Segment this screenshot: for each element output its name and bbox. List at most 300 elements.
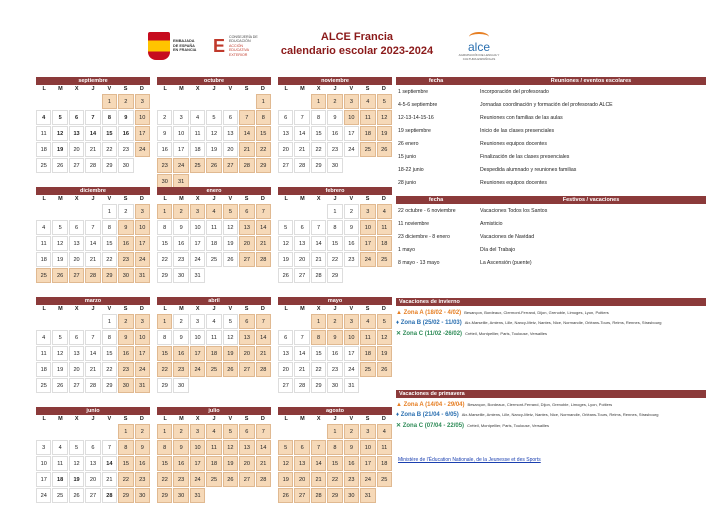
day-cell: 5 — [278, 220, 293, 235]
day-cell: 16 — [135, 456, 150, 471]
weekday-label: J — [91, 416, 95, 422]
day-cell: 31 — [344, 378, 359, 393]
day-cell: 1 — [311, 314, 326, 329]
day-cell: 30 — [118, 268, 133, 283]
weekday-label: L — [42, 86, 46, 92]
weekday-label: D — [260, 196, 265, 202]
header — [0, 26, 720, 70]
weekday-label: L — [284, 86, 288, 92]
day-cell: 8 — [311, 330, 326, 345]
weekday-label: J — [333, 86, 337, 92]
weekday-label: V — [349, 196, 354, 202]
day-cell: 13 — [69, 346, 84, 361]
day-cell: 27 — [239, 472, 254, 487]
day-cell: 15 — [102, 236, 117, 251]
day-cell: 1 — [311, 94, 326, 109]
day-cell: 14 — [239, 126, 254, 141]
day-cell: 4 — [360, 94, 375, 109]
weekday-label: X — [195, 196, 200, 202]
day-cell: 22 — [157, 362, 172, 377]
day-cell: 25 — [206, 472, 221, 487]
edu-logo-line: ACCIÓN — [229, 43, 243, 48]
day-cell: 9 — [173, 330, 188, 345]
day-cell: 26 — [52, 268, 67, 283]
day-cell: 29 — [102, 378, 117, 393]
day-cell: 20 — [239, 456, 254, 471]
day-cell: 19 — [278, 472, 293, 487]
empty-cell — [173, 94, 188, 109]
empty-cell — [278, 94, 293, 109]
day-cell: 4 — [36, 330, 51, 345]
day-cell: 12 — [223, 220, 238, 235]
table-row — [396, 176, 706, 189]
row-description: Despedida alumnado y reuniones familias — [480, 166, 577, 173]
zone-row — [396, 402, 706, 408]
weekday-row — [157, 415, 271, 424]
day-cell: 25 — [190, 158, 205, 173]
day-cell: 10 — [190, 330, 205, 345]
day-cell: 5 — [52, 220, 67, 235]
day-cell: 8 — [102, 220, 117, 235]
day-cell: 21 — [256, 236, 271, 251]
day-cell: 3 — [135, 204, 150, 219]
day-cell: 27 — [69, 378, 84, 393]
row-description: Incorporación del profesorado — [480, 88, 549, 95]
weekday-label: D — [381, 196, 386, 202]
weekday-label: M — [300, 306, 305, 312]
weekday-label: D — [260, 416, 265, 422]
col-reuniones: Reuniones / eventos escolares — [550, 78, 632, 84]
empty-cell — [311, 424, 326, 439]
day-cell: 15 — [157, 346, 172, 361]
day-cell: 8 — [102, 110, 117, 125]
day-cell: 14 — [294, 126, 309, 141]
weekday-label: J — [212, 86, 216, 92]
day-cell: 11 — [360, 330, 375, 345]
day-cell: 8 — [102, 330, 117, 345]
day-cell: 21 — [294, 142, 309, 157]
weekday-label: X — [195, 86, 200, 92]
weekday-row — [157, 85, 271, 94]
day-cell: 24 — [190, 472, 205, 487]
empty-cell — [69, 424, 84, 439]
day-cell: 7 — [294, 330, 309, 345]
row-date: 4-5-6 septiembre — [398, 101, 438, 108]
day-cell: 26 — [278, 268, 293, 283]
table-header — [396, 77, 706, 85]
edu-logo-line: CONSEJERÍA DE EDUCACIÓN — [229, 35, 258, 44]
day-cell: 22 — [157, 252, 172, 267]
day-cell: 5 — [206, 110, 221, 125]
day-cell: 13 — [294, 236, 309, 251]
weekday-label: X — [316, 416, 321, 422]
day-cell: 10 — [190, 220, 205, 235]
section-title: Vacaciones de invierno — [396, 298, 706, 306]
day-cell: 8 — [327, 220, 342, 235]
day-cell: 21 — [239, 142, 254, 157]
day-cell: 30 — [173, 378, 188, 393]
weekday-label: L — [163, 306, 167, 312]
day-cell: 28 — [256, 252, 271, 267]
day-cell: 25 — [206, 362, 221, 377]
table-row — [396, 230, 706, 243]
day-cell: 17 — [360, 456, 375, 471]
day-cell: 23 — [327, 362, 342, 377]
day-cell: 10 — [135, 330, 150, 345]
day-cell: 8 — [327, 440, 342, 455]
weekday-label: S — [365, 86, 370, 92]
month-header: diciembre — [36, 187, 150, 195]
row-date: 19 septiembre — [398, 127, 431, 134]
weekday-label: D — [260, 306, 265, 312]
day-cell: 30 — [118, 378, 133, 393]
edu-logo-line: EXTERIOR — [229, 52, 248, 57]
day-cell: 20 — [69, 362, 84, 377]
empty-cell — [36, 424, 51, 439]
day-cell: 25 — [360, 362, 375, 377]
weekday-label: X — [74, 196, 79, 202]
day-cell: 4 — [36, 220, 51, 235]
row-description: Finalización de las clases presenciales — [480, 153, 570, 160]
day-cell: 27 — [239, 252, 254, 267]
empty-cell — [52, 204, 67, 219]
month-abril — [157, 297, 271, 393]
consejeria-logo — [213, 32, 271, 60]
day-cell: 29 — [157, 268, 172, 283]
zone-row — [396, 310, 706, 316]
day-cell: 25 — [377, 252, 392, 267]
day-cell: 23 — [173, 472, 188, 487]
weekday-label: X — [316, 306, 321, 312]
empty-cell — [294, 94, 309, 109]
weekday-row — [36, 85, 150, 94]
month-header: junio — [36, 407, 150, 415]
day-cell: 13 — [294, 456, 309, 471]
row-date: 12-13-14-15-16 — [398, 114, 434, 121]
month-header: noviembre — [278, 77, 392, 85]
row-description: Jornadas coordinación y formación del profesorado ALCE — [480, 101, 613, 108]
day-cell: 7 — [311, 220, 326, 235]
weekday-label: S — [123, 306, 128, 312]
day-cell: 30 — [344, 488, 359, 503]
empty-cell — [85, 424, 100, 439]
day-cell: 25 — [360, 142, 375, 157]
day-cell: 15 — [327, 456, 342, 471]
day-cell: 5 — [69, 440, 84, 455]
day-cell: 28 — [85, 268, 100, 283]
day-cell: 1 — [102, 204, 117, 219]
day-cell: 2 — [118, 94, 133, 109]
table-row — [396, 163, 706, 176]
day-cell: 16 — [157, 142, 172, 157]
weekday-label: V — [349, 416, 354, 422]
day-cell: 26 — [69, 488, 84, 503]
month-enero — [157, 187, 271, 283]
day-cell: 12 — [206, 126, 221, 141]
day-cell: 28 — [311, 268, 326, 283]
weekday-label: X — [74, 306, 79, 312]
day-cell: 6 — [294, 220, 309, 235]
empty-cell — [102, 424, 117, 439]
day-cell: 3 — [344, 314, 359, 329]
day-cell: 27 — [278, 158, 293, 173]
day-cell: 13 — [239, 220, 254, 235]
weekday-label: L — [284, 196, 288, 202]
table-row — [396, 124, 706, 137]
weekday-label: M — [300, 196, 305, 202]
day-cell: 17 — [135, 236, 150, 251]
day-cell: 14 — [85, 126, 100, 141]
day-cell: 10 — [190, 440, 205, 455]
day-cell: 4 — [377, 204, 392, 219]
day-cell: 17 — [36, 472, 51, 487]
day-cell: 12 — [223, 330, 238, 345]
weekday-label: M — [179, 196, 184, 202]
month-septiembre — [36, 77, 150, 173]
day-cell: 28 — [239, 158, 254, 173]
day-cell: 11 — [206, 440, 221, 455]
day-cell: 6 — [278, 330, 293, 345]
zone-cities: Besançon, Bordeaux, Clermont-Ferrand, Dijon, Grenoble, Limoges, Lyon, Poitiers — [464, 310, 609, 315]
day-cell: 18 — [206, 456, 221, 471]
month-header: septiembre — [36, 77, 150, 85]
day-cell: 6 — [69, 110, 84, 125]
day-cell: 2 — [344, 424, 359, 439]
day-cell: 29 — [327, 268, 342, 283]
day-cell: 3 — [135, 94, 150, 109]
day-cell: 5 — [278, 440, 293, 455]
weekday-label: D — [381, 86, 386, 92]
table-row — [396, 204, 706, 217]
day-cell: 18 — [206, 236, 221, 251]
day-cell: 24 — [190, 362, 205, 377]
day-cell: 5 — [52, 330, 67, 345]
day-cell: 7 — [85, 110, 100, 125]
day-cell: 7 — [294, 110, 309, 125]
day-cell: 20 — [278, 142, 293, 157]
day-cell: 10 — [344, 110, 359, 125]
day-cell: 24 — [360, 472, 375, 487]
day-cell: 13 — [223, 126, 238, 141]
day-cell: 19 — [69, 472, 84, 487]
weekday-label: V — [228, 86, 233, 92]
weekday-label: D — [139, 306, 144, 312]
alce-logo-subtitle: AGRUPACIÓN DE LENGUA Y CULTURA ESPAÑOLAS — [458, 53, 500, 61]
row-description: Armisticio — [480, 220, 503, 227]
day-cell: 11 — [377, 440, 392, 455]
day-cell: 24 — [360, 252, 375, 267]
table-header — [396, 196, 706, 204]
day-cell: 31 — [135, 268, 150, 283]
day-cell: 6 — [239, 314, 254, 329]
day-cell: 9 — [118, 220, 133, 235]
reuniones-table — [396, 77, 706, 189]
empty-cell — [239, 94, 254, 109]
day-cell: 6 — [85, 440, 100, 455]
gov-logo-line: EMBAJADA — [173, 39, 195, 44]
day-cell: 11 — [206, 330, 221, 345]
day-cell: 18 — [190, 142, 205, 157]
month-mayo — [278, 297, 392, 393]
day-cell: 14 — [256, 330, 271, 345]
weekday-label: L — [284, 306, 288, 312]
day-cell: 15 — [327, 236, 342, 251]
col-festivos: Festivos / vacaciones — [562, 197, 620, 203]
day-cell: 15 — [256, 126, 271, 141]
day-cell: 22 — [102, 142, 117, 157]
month-diciembre — [36, 187, 150, 283]
day-cell: 7 — [256, 424, 271, 439]
day-cell: 29 — [102, 268, 117, 283]
row-description: Reuniones equipos docentes — [480, 179, 547, 186]
day-cell: 31 — [190, 268, 205, 283]
table-row — [396, 217, 706, 230]
day-cell: 2 — [157, 110, 172, 125]
day-cell: 15 — [311, 346, 326, 361]
weekday-label: X — [74, 416, 79, 422]
day-cell: 19 — [52, 252, 67, 267]
day-cell: 14 — [311, 456, 326, 471]
day-cell: 9 — [118, 110, 133, 125]
day-cell: 7 — [85, 220, 100, 235]
day-cell: 2 — [327, 314, 342, 329]
day-cell: 8 — [118, 440, 133, 455]
day-cell: 5 — [377, 314, 392, 329]
day-cell: 12 — [52, 236, 67, 251]
day-cell: 11 — [360, 110, 375, 125]
day-cell: 24 — [135, 252, 150, 267]
day-cell: 3 — [173, 110, 188, 125]
empty-cell — [85, 204, 100, 219]
day-cell: 17 — [173, 142, 188, 157]
day-cell: 14 — [311, 236, 326, 251]
day-cell: 30 — [173, 488, 188, 503]
weekday-label: L — [163, 416, 167, 422]
weekday-label: J — [91, 86, 95, 92]
day-cell: 20 — [85, 472, 100, 487]
day-cell: 24 — [344, 362, 359, 377]
day-cell: 31 — [173, 174, 188, 189]
weekday-row — [278, 305, 392, 314]
day-cell: 26 — [278, 488, 293, 503]
empty-cell — [36, 314, 51, 329]
month-header: abril — [157, 297, 271, 305]
ministry-link[interactable]: Ministère de l'Éducation Nationale, de la Jeunesse et des Sports — [398, 457, 541, 463]
zone-label: ▲ Zona A (14/04 - 29/04) — [396, 402, 465, 408]
weekday-label: M — [58, 416, 63, 422]
weekday-label: M — [300, 416, 305, 422]
day-cell: 16 — [327, 126, 342, 141]
day-cell: 24 — [135, 142, 150, 157]
day-cell: 15 — [157, 236, 172, 251]
day-cell: 16 — [118, 126, 133, 141]
zone-row — [396, 412, 706, 418]
col-fecha: fecha — [428, 197, 444, 203]
gov-logo-line: DE ESPAÑA — [173, 43, 195, 48]
weekday-label: D — [381, 416, 386, 422]
day-cell: 13 — [239, 440, 254, 455]
day-cell: 3 — [135, 314, 150, 329]
day-cell: 7 — [256, 204, 271, 219]
day-cell: 18 — [206, 346, 221, 361]
day-cell: 25 — [377, 472, 392, 487]
day-cell: 9 — [135, 440, 150, 455]
weekday-row — [36, 305, 150, 314]
day-cell: 4 — [377, 424, 392, 439]
title-line-2: calendario escolar 2023-2024 — [280, 45, 434, 57]
day-cell: 12 — [223, 440, 238, 455]
day-cell: 7 — [256, 314, 271, 329]
day-cell: 19 — [223, 236, 238, 251]
empty-cell — [294, 204, 309, 219]
empty-cell — [294, 424, 309, 439]
weekday-label: M — [300, 86, 305, 92]
day-cell: 23 — [173, 362, 188, 377]
weekday-label: X — [316, 86, 321, 92]
day-cell: 3 — [344, 94, 359, 109]
col-fecha: fecha — [428, 78, 444, 84]
day-cell: 6 — [69, 220, 84, 235]
day-cell: 9 — [327, 330, 342, 345]
row-date: 23 diciembre - 8 enero — [398, 233, 450, 240]
day-cell: 22 — [327, 472, 342, 487]
weekday-label: X — [74, 86, 79, 92]
day-cell: 24 — [173, 158, 188, 173]
day-cell: 1 — [256, 94, 271, 109]
day-cell: 21 — [85, 142, 100, 157]
day-cell: 27 — [239, 362, 254, 377]
weekday-label: S — [365, 306, 370, 312]
row-description: Reuniones con familias de las aulas — [480, 114, 563, 121]
weekday-label: V — [107, 306, 112, 312]
empty-cell — [223, 94, 238, 109]
day-cell: 22 — [157, 472, 172, 487]
day-cell: 4 — [206, 314, 221, 329]
day-cell: 24 — [190, 252, 205, 267]
day-cell: 12 — [377, 330, 392, 345]
day-cell: 20 — [239, 346, 254, 361]
day-cell: 11 — [36, 236, 51, 251]
table-row — [396, 111, 706, 124]
day-cell: 7 — [102, 440, 117, 455]
day-cell: 22 — [256, 142, 271, 157]
day-cell: 26 — [206, 158, 221, 173]
day-cell: 20 — [294, 252, 309, 267]
day-cell: 30 — [135, 488, 150, 503]
weekday-label: V — [107, 416, 112, 422]
day-cell: 30 — [118, 158, 133, 173]
day-cell: 26 — [223, 472, 238, 487]
day-cell: 15 — [102, 346, 117, 361]
day-cell: 3 — [190, 204, 205, 219]
row-description: Vacaciones de Navidad — [480, 233, 535, 240]
day-cell: 16 — [344, 456, 359, 471]
weekday-label: V — [107, 86, 112, 92]
day-cell: 10 — [36, 456, 51, 471]
day-cell: 19 — [278, 252, 293, 267]
day-cell: 27 — [294, 488, 309, 503]
day-cell: 14 — [102, 456, 117, 471]
zone-row — [396, 330, 706, 337]
day-cell: 31 — [360, 488, 375, 503]
day-cell: 3 — [360, 424, 375, 439]
zone-cities: Créteil, Montpellier, Paris, Toulouse, Versailles — [467, 423, 550, 428]
weekday-label: J — [91, 306, 95, 312]
day-cell: 26 — [52, 158, 67, 173]
month-header: julio — [157, 407, 271, 415]
day-cell: 30 — [173, 268, 188, 283]
weekday-label: J — [333, 196, 337, 202]
